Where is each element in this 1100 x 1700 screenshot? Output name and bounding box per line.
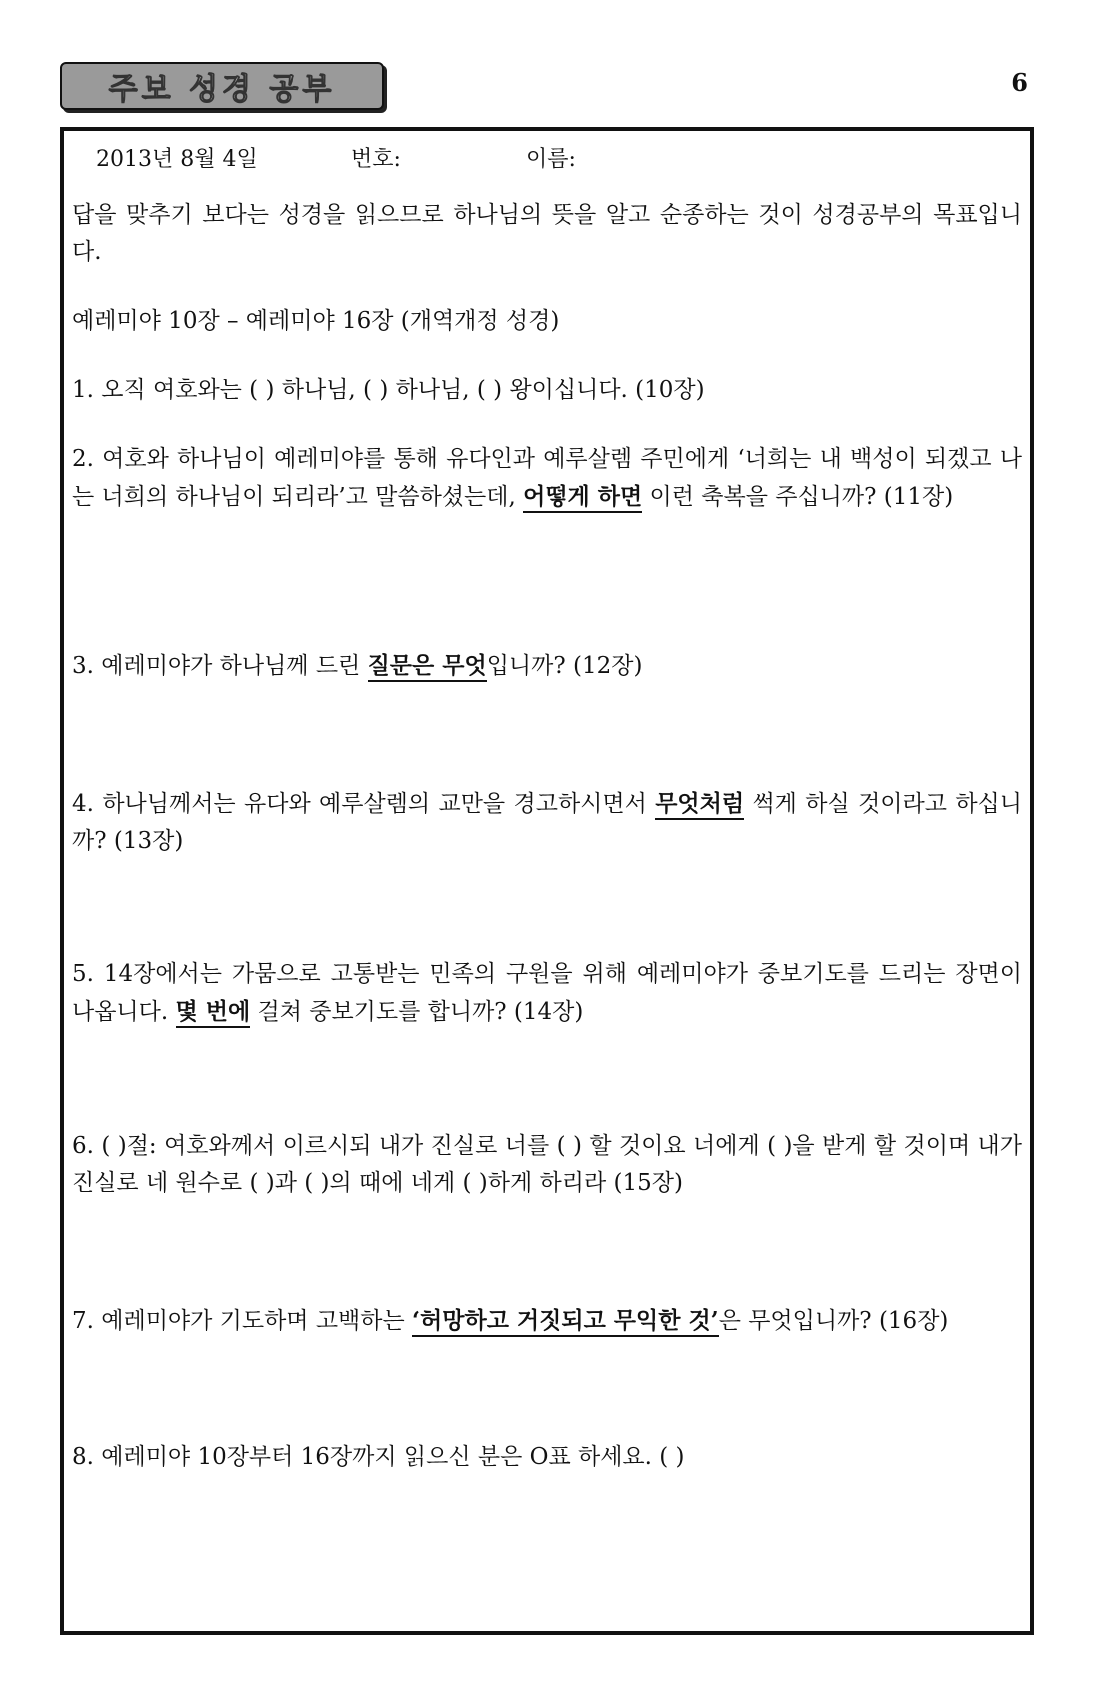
question-text: 걸쳐 중보기도를 합니까? (14장) bbox=[250, 999, 584, 1025]
page-title: 주보 성경 공부 bbox=[108, 72, 336, 107]
question-text: 썩게 하실 것이라고 하십니까? (13장) bbox=[72, 791, 1022, 854]
question-text: 5. 14장에서는 가뭄으로 고통받는 민족의 구원을 위해 예레미야가 중보기도를 드리는 장면이 나옵니다. bbox=[72, 961, 1022, 1025]
question-text: 3. 예레미야가 하나님께 드린 bbox=[72, 653, 368, 679]
question-2 bbox=[72, 441, 1022, 516]
emphasis-underline: ‘허망하고 거짓되고 무익한 것’ bbox=[412, 1307, 719, 1337]
name-label: 이름: bbox=[526, 147, 576, 172]
question-4 bbox=[72, 785, 1022, 860]
number-label: 번호: bbox=[351, 147, 401, 172]
emphasis-underline: 몇 번에 bbox=[176, 998, 251, 1028]
question-7 bbox=[72, 1302, 1022, 1340]
date-text: 2013년 8월 4일 bbox=[96, 147, 258, 172]
page-number: 6 bbox=[1011, 68, 1028, 97]
question-text: 7. 예레미야가 기도하며 고백하는 bbox=[72, 1308, 413, 1334]
emphasis-underline: 어떻게 하면 bbox=[523, 483, 642, 513]
intro-text: 답을 맞추기 보다는 성경을 읽으므로 하나님의 뜻을 알고 순종하는 것이 성경공부의 목표입니다. bbox=[72, 202, 1022, 265]
worksheet-frame bbox=[60, 127, 1034, 1635]
emphasis-underline: 질문은 무엇 bbox=[368, 652, 487, 682]
question-6: 6. ( )절: 여호와께서 이르시되 내가 진실로 너를 ( ) 할 것이요 너에게 ( )을 받게 할 것이며 내가 진실로 네 원수로 ( )과 ( )의 때에 네게 ( )하게 하리라 (15장) bbox=[72, 1133, 1022, 1196]
question-text: 4. 하나님께서는 유다와 예루살렘의 교만을 경고하시면서 bbox=[72, 791, 656, 817]
question-text: 2. 여호와 하나님이 예레미야를 통해 유다인과 예루살렘 주민에게 ‘너희는 내 백성이 되겠고 나는 너희의 하나님이 되리라’고 말씀하셨는데, bbox=[72, 446, 1022, 510]
question-text: 이런 축복을 주십니까? (11장) bbox=[642, 484, 954, 510]
question-text: 은 무엇입니까? (16장) bbox=[718, 1308, 949, 1334]
emphasis-underline: 무엇처럼 bbox=[655, 790, 744, 820]
page-title-tab bbox=[60, 62, 384, 110]
question-text: 입니까? (12장) bbox=[486, 653, 643, 679]
question-1: 1. 오직 여호와는 ( ) 하나님, ( ) 하나님, ( ) 왕이십니다. (10장) bbox=[72, 377, 705, 403]
scripture-range: 예레미야 10장 – 예레미야 16장 (개역개정 성경) bbox=[72, 308, 560, 334]
question-5 bbox=[72, 956, 1022, 1031]
question-3 bbox=[72, 647, 1022, 685]
question-8: 8. 예레미야 10장부터 16장까지 읽으신 분은 O표 하세요. ( ) bbox=[72, 1444, 685, 1470]
